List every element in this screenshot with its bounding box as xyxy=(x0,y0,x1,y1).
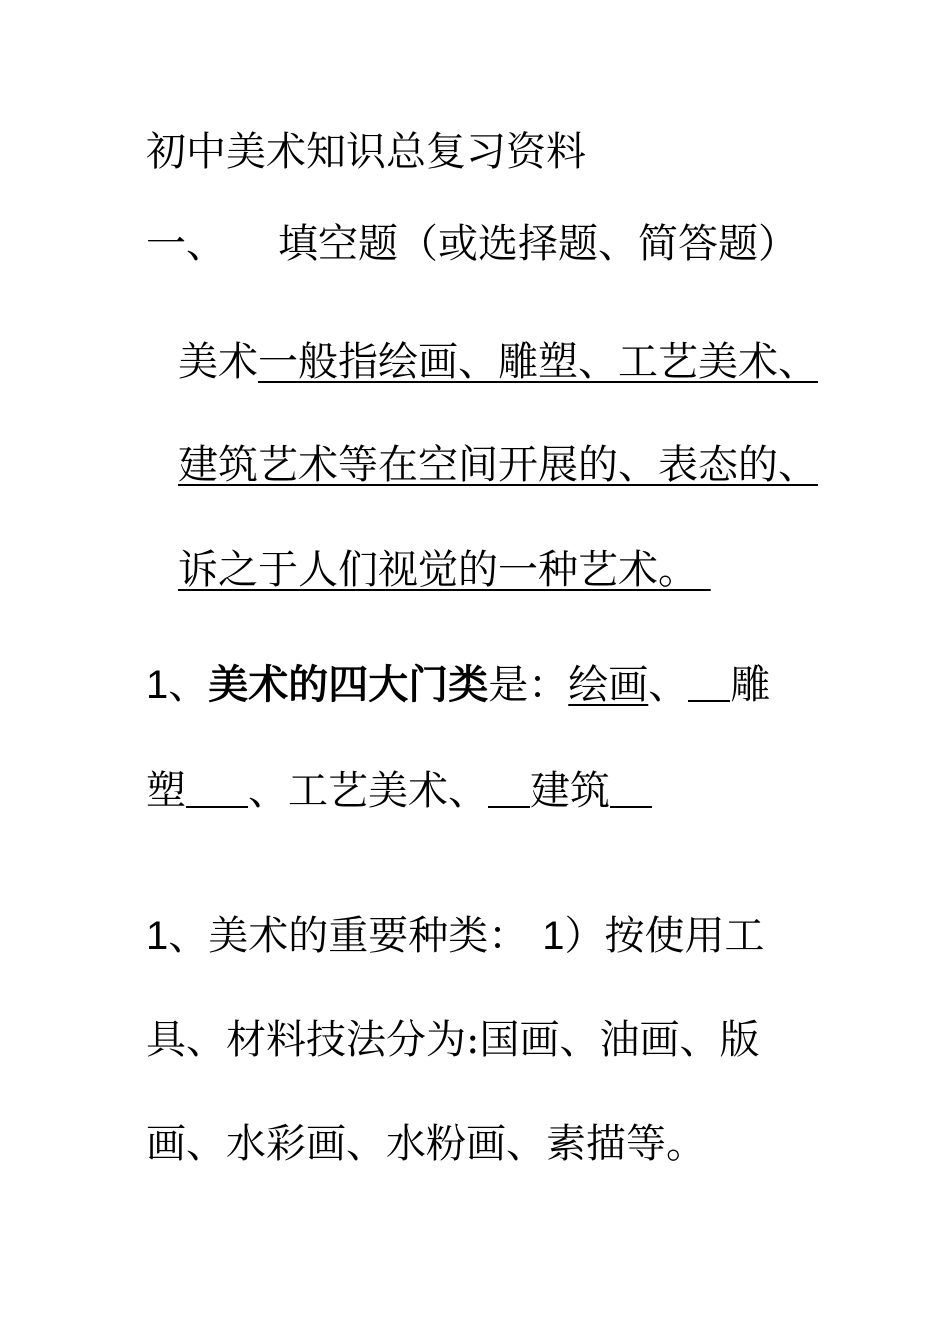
question-1-bold-phrase: 美术的四大门类 xyxy=(208,662,489,708)
definition-answer-part-3: 诉之于人们视觉的一种艺术。 xyxy=(178,547,698,593)
definition-answer-part-1: 一般指绘画、雕塑、工艺美术、 xyxy=(258,339,818,385)
answer-architecture: 建筑 xyxy=(530,768,610,814)
blank-after-architecture xyxy=(610,766,652,808)
definition-trailing-underline xyxy=(698,547,711,593)
question-2-number: 1 xyxy=(146,914,169,958)
question-1-sep: 、 xyxy=(168,662,209,708)
blank-after-sculpture xyxy=(186,766,248,808)
question-1-line-2 xyxy=(146,766,652,815)
section-heading-text: 填空题（或选择题、简答题） xyxy=(278,221,798,267)
answer-painting: 绘画 xyxy=(568,662,649,708)
definition-line-1 xyxy=(178,338,818,386)
definition-lead: 美术 xyxy=(178,339,258,385)
question-2-line-1-rest: ）按使用工 xyxy=(564,913,765,959)
page-title xyxy=(146,128,586,176)
question-1-comma-2: 、工艺美术、 xyxy=(248,768,488,814)
question-2-line-3 xyxy=(146,1120,706,1168)
question-2-line-2 xyxy=(146,1016,759,1064)
definition-answer-part-2: 建筑艺术等在空间开展的、表态的、 xyxy=(178,442,818,488)
question-2-line-3-text: 画、水彩画、水粉画、素描等。 xyxy=(146,1121,706,1167)
question-1-number: 1 xyxy=(146,663,169,707)
question-2-sub-number: 1 xyxy=(542,914,565,958)
question-2-line-1 xyxy=(146,912,765,960)
section-heading xyxy=(146,220,798,268)
answer-sculpture-part-1: 雕 xyxy=(730,662,771,708)
blank-before-sculpture xyxy=(688,660,730,702)
section-number: 一、 xyxy=(146,221,226,267)
question-1-prompt-end: 是： xyxy=(488,662,569,708)
title-text: 初中美术知识总复习资料 xyxy=(146,129,586,175)
definition-line-2 xyxy=(178,441,818,489)
question-2-prompt: 、美术的重要种类： xyxy=(168,913,529,959)
question-1-line-1 xyxy=(146,660,770,709)
definition-line-3 xyxy=(178,546,711,594)
blank-before-architecture xyxy=(488,766,530,808)
question-1-comma-1: 、 xyxy=(648,662,689,708)
question-2-line-2-text: 具、材料技法分为:国画、油画、版 xyxy=(146,1017,760,1063)
answer-sculpture-part-2: 塑 xyxy=(146,768,186,814)
